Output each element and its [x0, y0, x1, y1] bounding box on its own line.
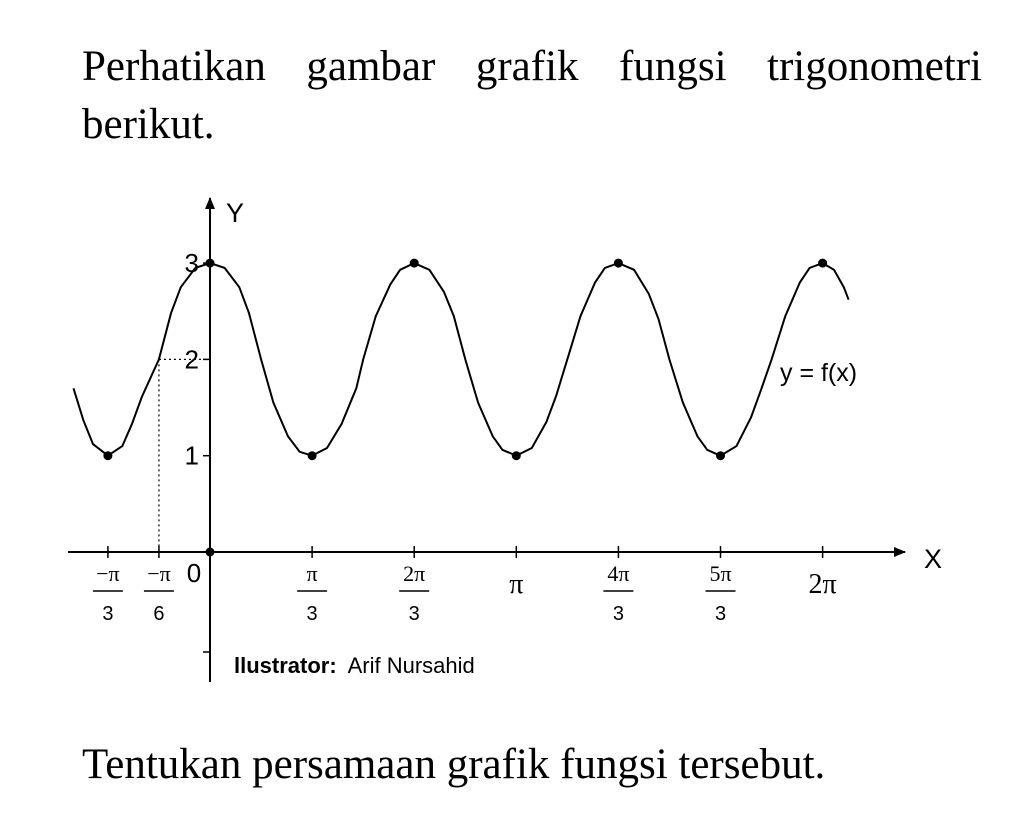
x-axis-label: X: [924, 544, 943, 574]
marked-point-6: [716, 451, 725, 460]
x-tick-numerator-0: −π: [96, 561, 120, 586]
x-tick-denominator-0: 3: [102, 603, 114, 625]
y-axis-label: Y: [226, 198, 245, 228]
question-prompt: Tentukan persamaan grafik fungsi tersebut.: [82, 741, 826, 788]
x-tick-denominator-1: 6: [153, 603, 165, 625]
x-tick-denominator-6: 3: [612, 603, 624, 625]
marked-points: [103, 259, 827, 557]
y-tick-label-0: 1: [184, 440, 199, 471]
question-intro: Perhatikan gambar grafik fungsi trigonometri berikut.: [82, 43, 982, 148]
marked-point-8: [206, 548, 215, 557]
illustrator-name: Arif Nursahid: [347, 653, 475, 678]
marked-point-4: [512, 451, 521, 460]
marked-point-0: [103, 451, 112, 460]
x-tick-numerator-4: 2π: [403, 561, 426, 586]
illustrator-credit: [234, 653, 475, 678]
marked-point-3: [410, 259, 419, 268]
x-tick-label-5: π: [509, 569, 524, 600]
x-tick-denominator-4: 3: [408, 603, 420, 625]
x-tick-numerator-7: 5π: [709, 561, 732, 586]
x-tick-numerator-3: π: [306, 561, 318, 586]
x-tick-denominator-3: 3: [306, 603, 318, 625]
marked-point-7: [818, 259, 827, 268]
x-tick-numerator-1: −π: [147, 561, 171, 586]
marked-point-2: [308, 451, 317, 460]
x-tick-label-origin: 0: [186, 558, 202, 588]
y-tick-label-2: 3: [184, 248, 199, 279]
curve-label: y = f(x): [780, 359, 858, 387]
x-tick-denominator-7: 3: [714, 603, 727, 625]
illustrator-role: llustrator:: [234, 653, 337, 678]
y-tick-label-1: 2: [184, 344, 199, 375]
marked-point-5: [614, 259, 623, 268]
x-tick-label-8: 2π: [808, 569, 837, 600]
x-tick-numerator-6: 4π: [607, 561, 630, 586]
marked-point-1: [206, 259, 215, 268]
y-ticks: [185, 248, 210, 471]
x-ticks: [93, 546, 837, 625]
